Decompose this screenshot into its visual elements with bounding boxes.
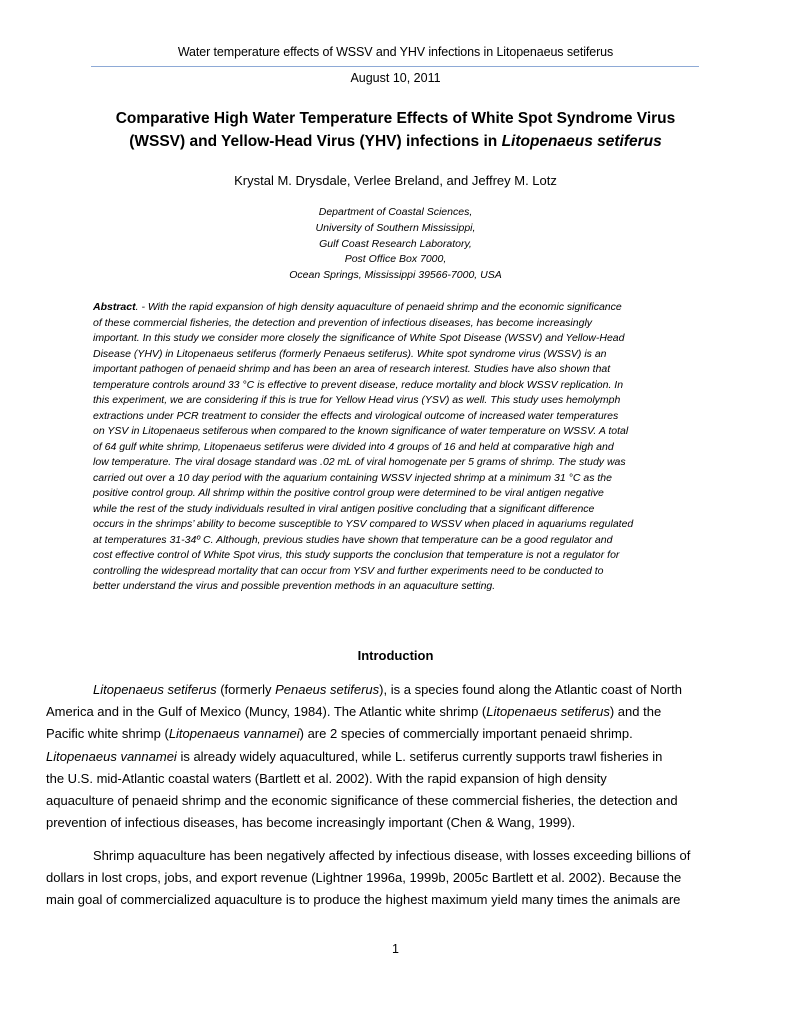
- paragraph-line: prevention of infectious diseases, has become increasingly important (Chen & Wang, 1999).: [46, 815, 576, 831]
- title-line-2-text: (WSSV) and Yellow-Head Virus (YHV) infections in: [129, 133, 502, 150]
- date: August 10, 2011: [350, 71, 441, 85]
- introduction-paragraph-2: [46, 845, 746, 912]
- species-name: Litopenaeus setiferus: [93, 682, 217, 697]
- text-run: America and in the Gulf of Mexico (Muncy, 1984). The Atlantic white shrimp (: [46, 704, 487, 720]
- text-run: Pacific white shrimp (: [46, 726, 169, 742]
- abstract-line: this experiment, we are considering if this is true for Yellow Head virus (YSV) as well. This study uses hemolymph: [93, 394, 621, 406]
- abstract-line: better understand the virus and possible prevention methods in an aquaculture setting.: [93, 580, 496, 592]
- abstract-line: cost effective control of White Spot virus, this study supports the conclusion that temperature is not a regulator for: [93, 549, 620, 561]
- abstract-line: important. In this study we consider more closely the significance of White Spot Disease (WSSV) and Yellow-Head: [93, 332, 625, 344]
- introduction-paragraph-1: [46, 679, 746, 834]
- affiliation: [0, 205, 791, 284]
- paragraph-line: the U.S. mid-Atlantic coastal waters (Bartlett et al. 2002). With the rapid expansion of high density: [46, 770, 607, 786]
- abstract-line: while the rest of the study individuals resulted in viral antigen positive concluding that a significant difference: [93, 502, 595, 515]
- abstract-line: occurs in the shrimps’ ability to become susceptible to YSV compared to WSSV when placed in aquariums regulated: [93, 518, 634, 530]
- title-line-1: Comparative High Water Temperature Effects of White Spot Syndrome Virus: [115, 110, 676, 127]
- paragraph-line: aquaculture of penaeid shrimp and the economic significance of these commercial fisheries, the detection and: [46, 793, 678, 809]
- abstract-line: Disease (YHV) in Litopenaeus setiferus (formerly Penaeus setiferus). White spot syndrome virus (WSSV) is an: [93, 347, 607, 360]
- abstract-line: temperature controls around 33 °C is effective to prevent disease, reduce mortality and block WSSV replication. In: [93, 378, 624, 391]
- species-name: Penaeus setiferus: [275, 682, 380, 697]
- abstract-first-line: . - With the rapid expansion of high density aquaculture of penaeid shrimp and the economic significance: [135, 301, 622, 313]
- affiliation-line: Ocean Springs, Mississippi 39566-7000, USA: [289, 269, 502, 282]
- text-run: ) are 2 species of commercially important penaeid shrimp.: [299, 726, 633, 742]
- abstract-line: extractions under PCR treatment to consider the effects and virological outcome of increased water temperatures: [93, 409, 619, 422]
- text-run: is already widely aquacultured, while L. setiferus currently supports trawl fisheries in: [176, 748, 663, 764]
- section-heading-introduction: Introduction: [357, 648, 434, 663]
- text-run: ) and the: [609, 704, 662, 720]
- abstract-label: Abstract: [93, 301, 136, 313]
- running-title: Water temperature effects of WSSV and YHV infections in Litopenaeus setiferus: [177, 45, 614, 59]
- species-name: Litopenaeus vannamei: [168, 726, 300, 742]
- abstract-line: [93, 300, 703, 316]
- affiliation-line: University of Southern Mississippi,: [315, 221, 476, 234]
- header-rule: [91, 66, 699, 67]
- abstract-line: carried out over a 10 day period with the aquarium containing WSSV injected shrimp at a minimum 31 °C as the: [93, 471, 612, 484]
- species-name: Litopenaeus vannamei: [46, 748, 177, 764]
- page-number: 1: [392, 942, 399, 956]
- title-line-2: [60, 130, 731, 153]
- paragraph-line: main goal of commercialized aquaculture is to produce the highest maximum yield many times the animals are: [46, 892, 681, 908]
- abstract-line: of these commercial fisheries, the detection and prevention of infectious diseases, has become increasingly: [93, 316, 593, 329]
- abstract-line: important pathogen of penaeid shrimp and has been an area of research interest. Studies have also shown that: [93, 363, 611, 375]
- paragraph-line: [46, 746, 746, 768]
- paragraph-line: [46, 679, 746, 701]
- abstract-line: of 64 gulf white shrimp, Litopenaeus setiferus were divided into 4 groups of 16 and held at comparative high and: [93, 440, 614, 453]
- affiliation-line: Post Office Box 7000,: [344, 253, 447, 266]
- paragraph-line: [46, 701, 746, 723]
- text-run: (formerly: [216, 682, 276, 697]
- abstract-line: positive control group. All shrimp within the positive control group were determined to be viral antigen negative: [93, 487, 604, 499]
- species-name: Litopenaeus setiferus: [486, 704, 610, 720]
- abstract-line: on YSV in Litopenaeus setiferous when compared to the known significance of water temperature on WSSV. A total: [93, 425, 629, 437]
- abstract: [93, 300, 703, 595]
- paragraph-line: [46, 723, 746, 745]
- abstract-line: low temperature. The viral dosage standard was .02 mL of viral homogenate per 5 grams of shrimp. The study was: [93, 456, 626, 468]
- authors: Krystal M. Drysdale, Verlee Breland, and Jeffrey M. Lotz: [234, 173, 557, 188]
- affiliation-line: Gulf Coast Research Laboratory,: [319, 237, 472, 250]
- text-run: ), is a species found along the Atlantic coast of North: [379, 682, 682, 697]
- paper-title: [60, 107, 731, 153]
- paragraph-line: Shrimp aquaculture has been negatively affected by infectious disease, with losses exceeding billions of: [93, 848, 691, 863]
- paragraph-line: dollars in lost crops, jobs, and export revenue (Lightner 1996a, 1999b, 2005c Bartlett et al. 2002). Because the: [46, 870, 682, 886]
- title-species: Litopenaeus setiferus: [501, 133, 662, 150]
- abstract-line: controlling the widespread mortality that can occur from YSV and further experiments need to be conducted to: [93, 564, 604, 577]
- abstract-line: at temperatures 31-34º C. Although, previous studies have shown that temperature can be a good regulator and: [93, 533, 613, 546]
- affiliation-line: Department of Coastal Sciences,: [318, 206, 473, 218]
